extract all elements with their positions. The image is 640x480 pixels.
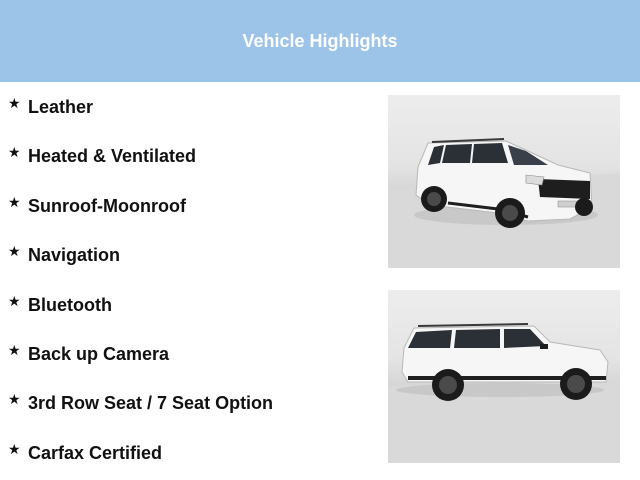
feature-item	[8, 343, 169, 365]
feature-item	[8, 145, 196, 167]
star-icon: ★	[8, 195, 21, 211]
vehicle-photo-side[interactable]	[388, 290, 620, 463]
feature-label: Sunroof-Moonroof	[28, 195, 186, 216]
feature-label: 3rd Row Seat / 7 Seat Option	[28, 392, 274, 413]
page-title: Vehicle Highlights	[242, 30, 398, 51]
feature-label: Bluetooth	[28, 294, 112, 315]
feature-item	[8, 442, 162, 464]
feature-label: Navigation	[28, 244, 121, 265]
star-icon: ★	[8, 343, 21, 359]
star-icon: ★	[8, 145, 21, 161]
feature-list	[0, 82, 380, 480]
feature-item	[8, 294, 112, 316]
feature-item	[8, 96, 93, 118]
star-icon: ★	[8, 96, 21, 112]
star-icon: ★	[8, 244, 21, 260]
star-icon: ★	[8, 442, 21, 458]
star-icon: ★	[8, 294, 21, 310]
feature-label: Back up Camera	[28, 343, 170, 364]
vehicle-photo-front[interactable]	[388, 95, 620, 268]
feature-label: Carfax Certified	[28, 442, 163, 463]
suv-side-illustration	[388, 290, 620, 463]
feature-item	[8, 244, 120, 266]
star-icon: ★	[8, 392, 21, 408]
suv-front-illustration	[388, 95, 620, 268]
feature-item	[8, 195, 186, 217]
header-banner	[0, 0, 640, 82]
feature-label: Leather	[28, 96, 94, 117]
feature-item	[8, 392, 273, 414]
feature-label: Heated & Ventilated	[28, 145, 197, 166]
